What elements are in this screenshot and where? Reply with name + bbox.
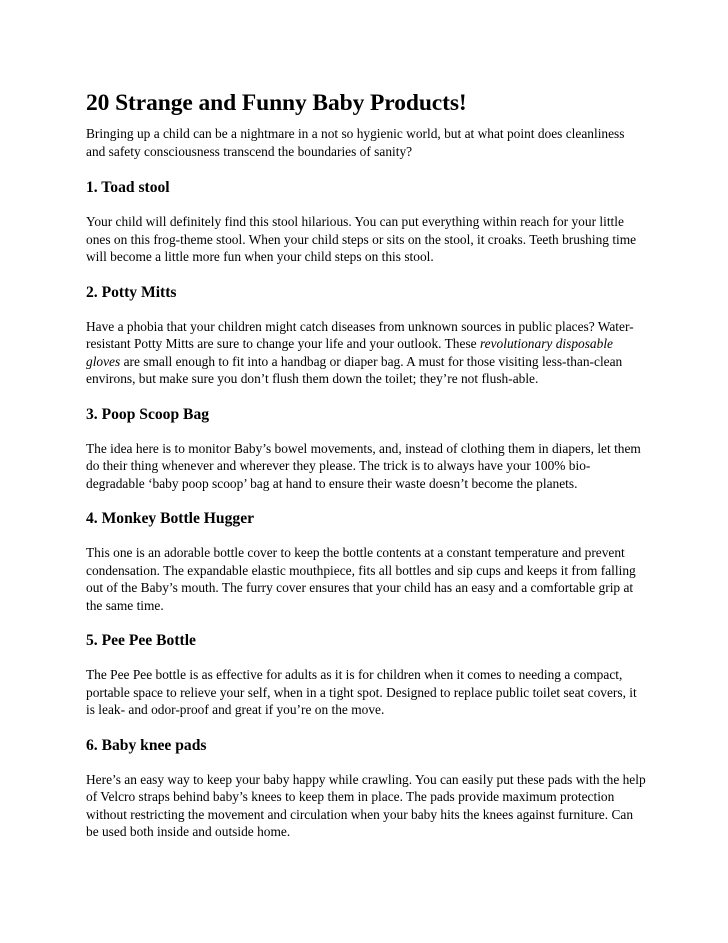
body-text-after: are small enough to fit into a handbag or diaper bag. A must for those visiting less-than-clean environs, but make sure you don’t flush them down the toilet; they’re not flush-able. — [86, 353, 623, 386]
section-monkey-bottle-hugger — [86, 509, 646, 614]
body-text: Have a phobia that your children might catch diseases from unknown sources in public places? Water-resistant Potty Mitts are sure to change your life and your outlook. These — [86, 318, 634, 351]
section-body — [86, 213, 646, 266]
section-heading: 4. Monkey Bottle Hugger — [86, 510, 255, 527]
section-body — [86, 544, 646, 614]
intro-paragraph: Bringing up a child can be a nightmare in a not so hygienic world, but at what point does cleanliness and safety consciousness transcend the boundaries of sanity? — [86, 126, 625, 159]
section-baby-knee-pads — [86, 736, 646, 841]
body-text: The idea here is to monitor Baby’s bowel movements, and, instead of clothing them in diapers, let them do their thing whenever and wherever they please. The trick is to always have your 100% bio-degradable ‘baby poop scoop’ bag at hand to ensure their waste doesn’t become the planets. — [86, 440, 641, 491]
body-text: The Pee Pee bottle is as effective for adults as it is for children when it comes to needing a compact, portable space to relieve your self, when in a tight spot. Designed to replace public toilet seat covers, it is leak- and odor-proof and great if you’re on the move. — [86, 667, 637, 717]
body-text: This one is an adorable bottle cover to keep the bottle contents at a constant temperature and prevent condensation. The expandable elastic mouthpiece, fits all bottles and sip cups and keeps it from falling out of the Baby’s mouth. The furry cover ensures that your child has an easy and a comfortable grip at the same time. — [86, 545, 636, 613]
section-heading: 5. Pee Pee Bottle — [86, 632, 196, 649]
section-heading: 3. Poop Scoop Bag — [86, 405, 210, 423]
section-body — [86, 666, 646, 719]
section-heading: 6. Baby knee pads — [86, 736, 207, 754]
section-body — [86, 318, 646, 388]
body-emphasis: revolutionary disposable gloves — [86, 336, 613, 369]
section-toad-stool — [86, 178, 646, 266]
section-body — [86, 771, 646, 841]
section-pee-pee-bottle — [86, 631, 646, 719]
section-potty-mitts — [86, 283, 646, 388]
page-title: 20 Strange and Funny Baby Products! — [86, 90, 467, 116]
section-poop-scoop-bag — [86, 405, 646, 493]
document-page — [86, 88, 646, 841]
body-text: Your child will definitely find this stool hilarious. You can put everything within reach for your little ones on this frog-theme stool. When your child steps or sits on the stool, it croaks. Teeth brushing time will become a little more fun when your child steps on this stool. — [86, 214, 637, 264]
section-heading: 1. Toad stool — [86, 179, 170, 196]
section-body — [86, 440, 646, 493]
body-text: Here’s an easy way to keep your baby happy while crawling. You can easily put these pads with the help of Velcro straps behind baby’s knees to keep them in place. The pads provide maximum protection without restricting the movement and circulation when your baby hits the knees against furniture. Can be used both inside and outside home. — [86, 771, 646, 839]
section-heading: 2. Potty Mitts — [86, 283, 177, 301]
